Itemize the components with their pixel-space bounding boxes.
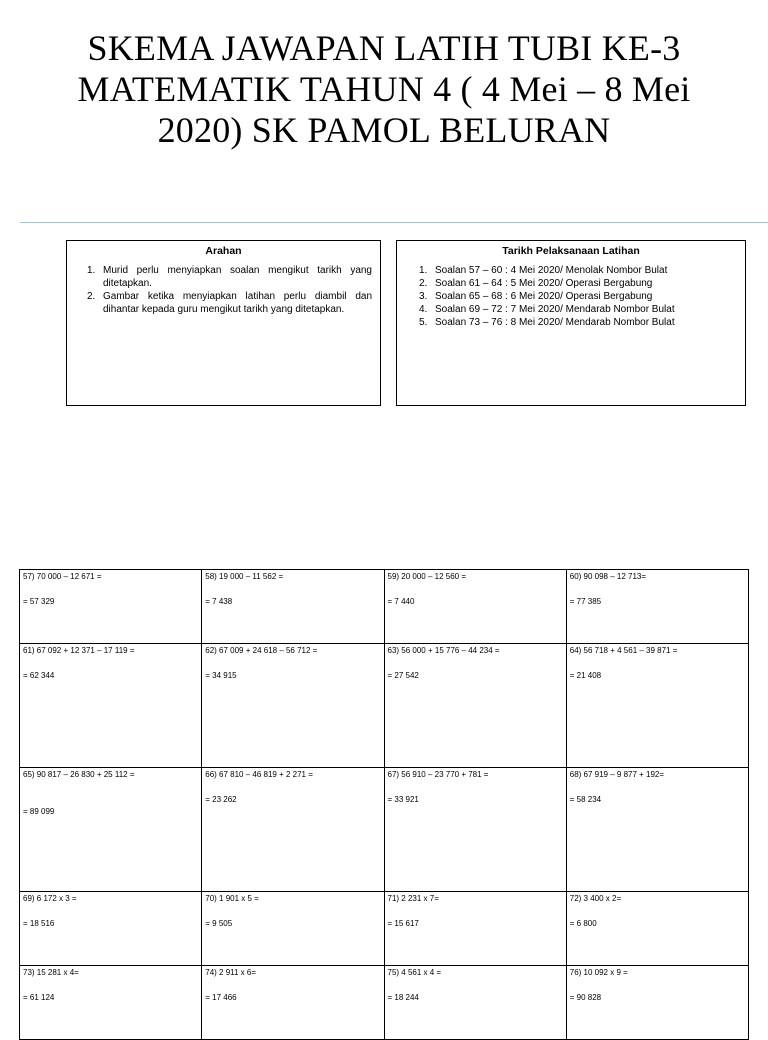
answer-cell [202, 966, 384, 1040]
answer-text: = 15 617 [387, 919, 419, 928]
arahan-item-text: Murid perlu menyiapkan soalan mengikut tarikh yang ditetapkan. [103, 265, 372, 289]
question-text: 76) 10 092 x 9 = [569, 968, 628, 977]
question-text: 73) 15 281 x 4= [23, 968, 79, 977]
question-text: 60) 90 098 – 12 713= [569, 572, 647, 581]
table-row [20, 768, 749, 892]
answer-cell [20, 570, 202, 644]
arahan-list [75, 264, 372, 316]
arahan-heading: Arahan [205, 245, 242, 257]
question-text: 59) 20 000 – 12 560 = [387, 572, 467, 581]
tarikh-item-number: 4. [419, 304, 428, 315]
answer-text: = 7 440 [387, 597, 415, 606]
table-row [20, 966, 749, 1040]
tarikh-item-number: 1. [419, 265, 428, 276]
title-line-1: SKEMA JAWAPAN LATIH TUBI KE-3 [87, 28, 681, 68]
tarikh-item [419, 277, 737, 290]
tarikh-item [419, 303, 737, 316]
question-text: 67) 56 910 – 23 770 + 781 = [387, 770, 489, 779]
answer-cell [566, 966, 748, 1040]
answer-text: = 77 385 [569, 597, 602, 606]
tarikh-item-text: Soalan 57 – 60 : 4 Mei 2020/ Menolak Nombor Bulat [435, 265, 668, 276]
question-text: 66) 67 810 – 46 819 + 2 271 = [205, 770, 313, 779]
question-text: 74) 2 911 x 6= [205, 968, 257, 977]
arahan-item-number: 2. [87, 291, 96, 302]
answer-text: = 9 505 [205, 919, 233, 928]
answer-cell [202, 892, 384, 966]
answer-cell [566, 768, 748, 892]
question-text: 70) 1 901 x 5 = [205, 894, 259, 903]
question-text: 75) 4 561 x 4 = [387, 968, 442, 977]
answer-cell [202, 570, 384, 644]
answer-cell [566, 892, 748, 966]
answer-text: = 18 516 [23, 919, 55, 928]
answer-cell [384, 768, 566, 892]
answer-cell [202, 644, 384, 768]
answer-cell [384, 966, 566, 1040]
answer-cell [20, 768, 202, 892]
question-text: 61) 67 092 + 12 371 – 17 119 = [23, 646, 135, 655]
question-text: 69) 6 172 x 3 = [23, 894, 77, 903]
question-text: 58) 19 000 – 11 562 = [205, 572, 284, 581]
tarikh-item-text: Soalan 65 – 68 : 6 Mei 2020/ Operasi Bergabung [435, 291, 653, 302]
tarikh-item-text: Soalan 69 – 72 : 7 Mei 2020/ Mendarab Nombor Bulat [435, 304, 675, 315]
arahan-item [87, 264, 372, 290]
answer-text: = 34 915 [205, 671, 237, 680]
tarikh-item-number: 2. [419, 278, 428, 289]
answer-cell [566, 570, 748, 644]
table-row [20, 644, 749, 768]
answer-text: = 61 124 [23, 993, 55, 1002]
tarikh-item-text: Soalan 61 – 64 : 5 Mei 2020/ Operasi Bergabung [435, 278, 653, 289]
answer-text: = 90 828 [569, 993, 602, 1002]
table-row [20, 892, 749, 966]
tarikh-item [419, 316, 737, 329]
answer-text: = 23 262 [205, 795, 237, 804]
arahan-item-text: Gambar ketika menyiapkan latihan perlu diambil dan dihantar kepada guru mengikut tarikh yang ditetapkan. [103, 291, 372, 315]
question-text: 65) 90 817 – 26 830 + 25 112 = [23, 770, 135, 779]
answer-text: = 21 408 [569, 671, 602, 680]
tarikh-item [419, 290, 737, 303]
answer-text: = 62 344 [23, 671, 55, 680]
question-text: 71) 2 231 x 7= [387, 894, 439, 903]
title-line-3: 2020) SK PAMOL BELURAN [157, 110, 611, 150]
answer-text: = 17 466 [205, 993, 237, 1002]
answer-text: = 57 329 [23, 597, 55, 606]
answer-cell [384, 570, 566, 644]
table-row [20, 570, 749, 644]
answer-cell [20, 966, 202, 1040]
title-line-2: MATEMATIK TAHUN 4 ( 4 Mei – 8 Mei [77, 69, 691, 109]
answer-text: = 18 244 [387, 993, 419, 1002]
tarikh-item [419, 264, 737, 277]
answer-text: = 6 800 [569, 919, 597, 928]
question-text: 62) 67 009 + 24 618 – 56 712 = [205, 646, 318, 655]
answer-cell [566, 644, 748, 768]
page-title [40, 28, 728, 151]
question-text: 72) 3 400 x 2= [569, 894, 622, 903]
arahan-item [87, 290, 372, 316]
answer-cell [384, 644, 566, 768]
answer-cell [20, 644, 202, 768]
question-text: 68) 67 919 – 9 877 + 192= [569, 770, 665, 779]
tarikh-item-text: Soalan 73 – 76 : 8 Mei 2020/ Mendarab Nombor Bulat [435, 317, 675, 328]
arahan-box [66, 240, 381, 406]
answer-text: = 89 099 [23, 807, 55, 816]
tarikh-item-number: 5. [419, 317, 428, 328]
answer-table [19, 569, 749, 1040]
divider-line [20, 222, 768, 223]
answer-text: = 33 921 [387, 795, 419, 804]
tarikh-item-number: 3. [419, 291, 428, 302]
tarikh-box [396, 240, 746, 406]
tarikh-heading: Tarikh Pelaksanaan Latihan [502, 245, 640, 257]
arahan-item-number: 1. [87, 265, 96, 276]
question-text: 63) 56 000 + 15 776 – 44 234 = [387, 646, 500, 655]
answer-cell [20, 892, 202, 966]
tarikh-list [405, 264, 737, 329]
answer-cell [202, 768, 384, 892]
question-text: 64) 56 718 + 4 561 – 39 871 = [569, 646, 678, 655]
answer-cell [384, 892, 566, 966]
question-text: 57) 70 000 – 12 671 = [23, 572, 102, 581]
answer-text: = 58 234 [569, 795, 602, 804]
answer-text: = 7 438 [205, 597, 233, 606]
answer-text: = 27 542 [387, 671, 419, 680]
